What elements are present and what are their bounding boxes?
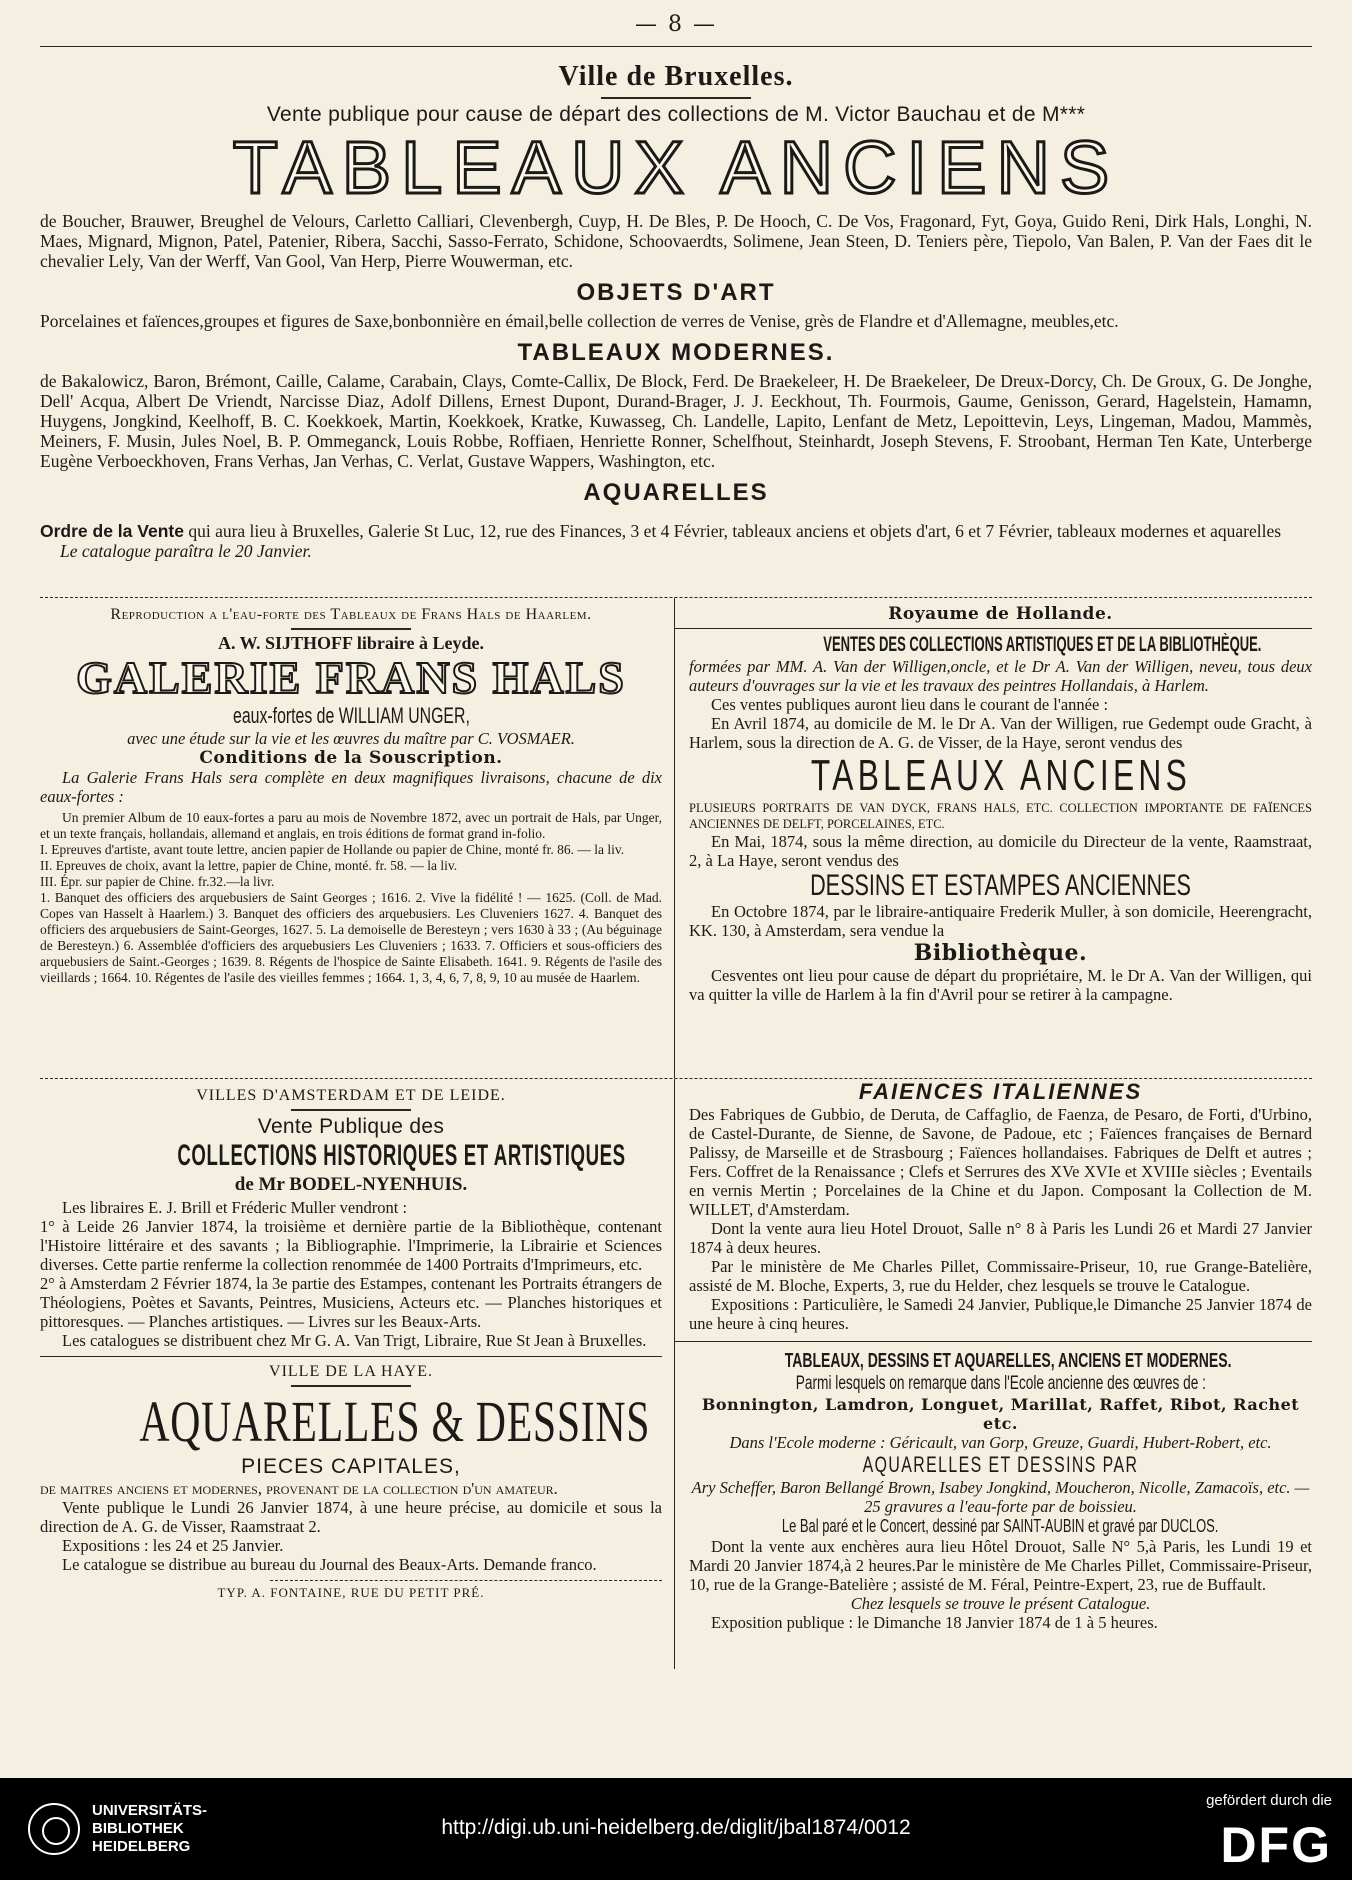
anciens-names: de Boucher, Brauwer, Breughel de Velours, Carletto Calliari, Clevenbergh, Cuyp, H. De Bles, P. De Hooch, C. De Vos, Fragonard, Fyt, Goya, Guido Reni, Dirk Hals, Longhi, N. Maes, Mignard, Mignon, Patel, Patenier, Ribera, Sacchi, Sasso-Ferrato, Schidone, Schoovaerdts, Solimene, Jean Steen, D. Teniers père, Tiepolo, Van Balen, P. Van der Faes dit le chevalier Lely, Van der Werff, Van Gool, Van Herp, Pierre Wouwerman, etc. [40, 211, 1312, 271]
tableaux-dessins-title: TABLEAUX, DESSINS ET AQUARELLES, ANCIENS ET MODERNES. [784, 1350, 1232, 1372]
ecole-ancienne-names: Bonnington, Lamdron, Longuet, Marillat, Raffet, Ribot, Rachet etc. [701, 1395, 1300, 1433]
ville-heading: Ville de Bruxelles. [558, 61, 794, 92]
funding-note: gefördert durch die [1206, 1792, 1332, 1809]
divider [40, 1356, 662, 1357]
haye-header: VILLE DE LA HAYE. [269, 1363, 433, 1380]
tabdess-p5: Exposition publique : le Dimanche 18 Janvier 1874 de 1 à 5 heures. [711, 1613, 1158, 1632]
parmi-line: Parmi lesquels on remarque dans l'Ecole ancienne des œuvres de : [795, 1373, 1206, 1394]
dfg-logo: DFG [1220, 1817, 1332, 1873]
hollande-tableaux-title: TABLEAUX ANCIENS [810, 751, 1191, 800]
hals-etude: avec une étude sur la vie et les œuvres du maître par C. VOSMAER. [127, 729, 575, 748]
haye-p1: de maitres anciens et modernes, provenant de la collection d'un amateur. [40, 1479, 558, 1498]
tabdess-p1: Ary Scheffer, Baron Bellangé Brown, Isabey Jongkind, Moucheron, Nicolle, Zamacoïs, etc. — 25 gravures a l'eau-forte par de boissieu. [691, 1478, 1310, 1516]
hollande-advert [675, 598, 1312, 1078]
modernes-heading: TABLEAUX MODERNES. [517, 339, 835, 366]
catalogue-note: Le catalogue paraîtra le 20 Janvier. [60, 541, 312, 561]
divider [291, 1385, 411, 1387]
amsterdam-p3: 2° à Amsterdam 2 Février 1874, la 3e partie des Estampes, contenant les Portraits étrangers de Théologiens, Poètes et Savants, Peintres, Musiciens, Acteurs etc. — Planches historiques et pittoresques. — Planches artistiques. — Livres sur les Beaux-Arts. [40, 1274, 662, 1331]
hals-libraire: A. W. SIJTHOFF libraire à Leyde. [217, 633, 485, 653]
collections-title: COLLECTIONS HISTORIQUES ET ARTISTIQUES [177, 1139, 626, 1172]
amsterdam-p1: Les libraires E. J. Brill et Fréderic Muller vendront : [62, 1198, 408, 1217]
divider [675, 1341, 1312, 1342]
tabdess-p3: Dont la vente aux enchères aura lieu Hôtel Drouot, Salle N° 5,à Paris, les Lundi 19 et Mardi 20 Janvier 1874,à 2 heures.Par le ministère de Me Charles Pillet, Commissaire-Priseur, 10, rue de la Grange-Batelière ; assisté de M. Féral, Peintre-Expert, 23, rue de Buffault. [689, 1537, 1312, 1594]
faiences-p1: Des Fabriques de Gubbio, de Deruta, de Caffaglio, de Faenza, de Pesaro, de Forti, d'Urbino, de Castel-Durante, de Sienne, de Savone, de Padoue, etc ; Faïences françaises de Bernard Palissy, de Marseille et de Strasbourg ; Faïences hollandaises. Fabriques de Delft et autres ; Fers. Coffret de la Renaissance ; Clefs et Serrures des XVe XVIe et XVIIIe siècles ; Eventails en vernis Mertin ; Porcelaines de la Chine et du Japon. Composant la Collection de M. WILLET, d'Amsterdam. [689, 1105, 1312, 1219]
aquarelles-dessins-title: AQUARELLES & DESSINS [139, 1389, 651, 1454]
haye-p4: Le catalogue se distribue au bureau du Journal des Beaux-Arts. Demande franco. [62, 1555, 597, 1574]
hollande-plusieurs: PLUSIEURS PORTRAITS DE VAN DYCK, FRANS HALS, ETC. COLLECTION IMPORTANTE DE FAÏENCES ANCIENNES DE DELFT, PORCELAINES, ETC. [689, 801, 1312, 831]
aquarelles-par: AQUARELLES ET DESSINS PAR [862, 1452, 1139, 1477]
galerie-title: GALERIE FRANS HALS [76, 652, 626, 703]
tabdess-p4: Chez lesquels se trouve le présent Catalogue. [850, 1594, 1151, 1613]
hals-p1: Un premier Album de 10 eaux-fortes a paru au mois de Novembre 1872, avec un portrait de Hals, par Unger, et un texte français, hollandais, allemand et anglais, en trois éditions de format grand in-folio. [40, 810, 662, 841]
band-1 [40, 598, 1312, 1078]
hals-p2: I. Epreuves d'artiste, avant toute lettre, ancien papier de Hollande ou papier de Chine, monté fr. 86. — la liv. [40, 842, 625, 857]
page-number: — 8 — [635, 12, 717, 37]
source-url[interactable]: http://digi.ub.uni-heidelberg.de/diglit/jbal1874/0012 [441, 1816, 911, 1839]
hals-p5: 1. Banquet des officiers des arquebusiers de Saint Georges ; 1616. 2. Vive la fidélité ! — 1625. (Coll. de Mad. Copes van Hasselt à Haarlem.) 3. Banquet des officiers des arquebusiers. Les Cluveniers 1627. 4. Banquet des officiers des arquebusiers de Saint-Georges, 1627. 5. La demoiselle de Beresteyn ; vers 1630 à 33 ; (Au béguinage de Beresteyn.) 6. Assemblée d'officiers des arquebusiers Les Cluveniers ; 1633. 7. Officiers et sous-officiers des arquebusiers de Saint.-Georges ; 1639. 8. Régents de l'hospice de Sainte Elisabeth. 1641. 9. Régents de l'asile des vieillards ; 1664. 10. Régentes de l'asile des vieilles femmes ; 1664. 1, 3, 4, 6, 7, 8, 9, 10 au musée de Haarlem. [40, 890, 662, 985]
objets-text: Porcelaines et faïences,groupes et figures de Saxe,bonbonnière en émail,belle collection de verres de Venise, grès de Flandre et d'Allemagne, meubles,etc. [40, 311, 1119, 331]
hollande-p4: En Octobre 1874, par le libraire-antiquaire Frederik Muller, à son domicile, Heerengracht, KK. 130, à Amsterdam, sera vendue la [689, 902, 1312, 940]
ordre-body: qui aura lieu à Bruxelles, Galerie St Luc, 12, rue des Finances, 3 et 4 Février, tableaux anciens et objets d'art, 6 et 7 Février, tableaux modernes et aquarelles [183, 521, 1282, 541]
dessins-title: DESSINS ET ESTAMPES ANCIENNES [810, 869, 1191, 902]
hollande-p5: Cesventes ont lieu pour cause de départ du propriétaire, M. le Dr A. Van der Willigen, qui va quitter la ville de Harlem à la fin d'Avril pour se retirer à la campagne. [689, 966, 1312, 1004]
left-column-lower [40, 1079, 675, 1669]
faiences-header: FAIENCES ITALIENNES [858, 1079, 1143, 1104]
haye-pieces: PIECES CAPITALES, [241, 1455, 461, 1478]
bruxelles-advert [40, 47, 1312, 597]
haye-p3: Expositions : les 24 et 25 Janvier. [62, 1536, 284, 1555]
amsterdam-header: VILLES D'AMSTERDAM ET DE LEIDE. [196, 1087, 506, 1104]
divider [291, 1109, 411, 1111]
tableaux-anciens-title: TABLEAUX ANCIENS [232, 126, 1120, 209]
hals-intro: La Galerie Frans Hals sera complète en deux magnifiques livraisons, chacune de dix eaux-fortes : [40, 768, 662, 806]
hollande-formees: formées par MM. A. Van der Willigen,oncle, et le Dr A. Van der Willigen, neveu, tous deux auteurs d'ouvrages sur la vie et les travaux des peintres Hollandais, à Harlem. [689, 657, 1312, 695]
university-name: UNIVERSITÄTS- BIBLIOTHEK HEIDELBERG [92, 1802, 208, 1855]
hollande-p1: Ces ventes publiques auront lieu dans le courant de l'année : [711, 695, 1109, 714]
divider [675, 628, 1312, 629]
hals-header: Reproduction a l'eau-forte des Tableaux de Frans Hals de Haarlem. [110, 606, 592, 623]
divider [291, 628, 411, 630]
haye-p2: Vente publique le Lundi 26 Janvier 1874, à une heure précise, au domicile et sous la direction de A. G. de Visser, Raamstraat 2. [40, 1498, 662, 1536]
hollande-p2: En Avril 1874, au domicile de M. le Dr A. Van der Willigen, rue Gedempt oude Gracht, à Harlem, sous la direction de A. G. de Visser, de la Haye, seront vendus des [689, 714, 1312, 752]
amsterdam-de: de Mr BODEL-NYENHUIS. [234, 1174, 468, 1195]
band-2 [40, 1079, 1312, 1669]
amsterdam-p2: 1° à Leide 26 Janvier 1874, la troisième et dernière partie de la Bibliothèque, contenant l'Histoire littéraire et des savants ; la Bibliographie. l'Imprimerie, la Librairie et Sciences diverses. Cette partie renferme la collection renommée de 1400 Portraits d'Imprimeurs, etc. [40, 1217, 662, 1274]
divider [270, 1580, 662, 1581]
hals-p3: II. Epreuves de choix, avant la lettre, papier de Chine, monté. fr. 58. — la liv. [40, 858, 458, 873]
amsterdam-p4: Les catalogues se distribuent chez Mr G. A. Van Trigt, Libraire, Rue St Jean à Bruxelles. [62, 1331, 647, 1350]
amsterdam-vente: Vente Publique des [257, 1115, 445, 1138]
hals-subtitle: eaux-fortes de WILLIAM UNGER, [232, 703, 470, 728]
tabdess-p2: Le Bal paré et le Concert, dessiné par SAINT-AUBIN et gravé par DUCLOS. [782, 1516, 1219, 1536]
vente-line: Vente publique pour cause de départ des collections de M. Victor Bauchau et de M*** [266, 103, 1086, 126]
hals-conditions: Conditions de la Souscription. [199, 748, 503, 768]
aquarelles-heading: AQUARELLES [583, 479, 769, 506]
bibliotheque-title: Bibliothèque. [913, 940, 1088, 966]
faiences-p3: Par le ministère de Me Charles Pillet, Commissaire-Priseur, 10, rue Grange-Batelière, assisté de M. Bloche, Experts, 3, rue du Helder, chez lesquels se trouve le Catalogue. [689, 1257, 1312, 1295]
faiences-p4: Expositions : Particulière, le Samedi 24 Janvier, Publique,le Dimanche 25 Janvier 1874 de une heure à cinq heures. [689, 1295, 1312, 1333]
typographer-line: TYP. A. FONTAINE, RUE DU PETIT PRÉ. [217, 1585, 485, 1600]
divider [601, 97, 751, 99]
hollande-p3: En Mai, 1874, sous la même direction, au domicile du Directeur de la vente, Raamstraat, 2, à La Haye, seront vendus des [689, 832, 1312, 870]
right-column-lower [675, 1079, 1312, 1669]
hals-p4: III. Épr. sur papier de Chine. fr.32.—la livr. [40, 874, 275, 889]
ordre-text [40, 521, 1312, 541]
digitization-footer [0, 1778, 1352, 1880]
ventes-title: VENTES DES COLLECTIONS ARTISTIQUES ET DE LA BIBLIOTHÈQUE. [823, 633, 1262, 656]
ecole-moderne-names: Dans l'Ecole moderne : Géricault, van Gorp, Greuze, Guardi, Hubert-Robert, etc. [729, 1433, 1272, 1452]
faiences-p2: Dont la vente aura lieu Hotel Drouot, Salle n° 8 à Paris les Lundi 26 et Mardi 27 Janvier 1874 à deux heures. [689, 1219, 1312, 1257]
objets-heading: OBJETS D'ART [576, 279, 776, 306]
frans-hals-advert [40, 598, 675, 1078]
hollande-header: Royaume de Hollande. [888, 604, 1113, 624]
ordre-lead: Ordre de la Vente [40, 521, 184, 541]
modernes-names: de Bakalowicz, Baron, Brémont, Caille, Calame, Carabain, Clays, Comte-Callix, De Block, Ferd. De Braekeleer, H. De Braekeleer, De Dreux-Dorcy, Ch. De Groux, G. De Jonghe, Dell' Acqua, Albert De Vriendt, Narcisse Diaz, Adolf Dillens, Ernest Dupont, Durand-Brager, J. J. Eeckhout, Th. Fourmois, Gaume, Genisson, Gerard, Hagelstein, Hamamn, Huygens, Jongkind, Keelhoff, B. C. Koekkoek, Martin, Koekkoek, Kratke, Kuwasseg, Ch. Landelle, Lapito, Lenfant de Metz, Lepoittevin, Leys, Lingeman, Madou, Mammès, Meiners, F. Musin, Jules Noel, B. P. Ommeganck, Louis Robbe, Roffiaen, Henriette Ronner, Schelfhout, Steinhardt, Joseph Stevens, F. Stroobant, Herman Ten Kate, Unterberge Eugène Verboeckhoven, Frans Verhas, Jan Verhas, C. Verlat, Gustave Wappers, Washington, etc. [40, 371, 1312, 471]
